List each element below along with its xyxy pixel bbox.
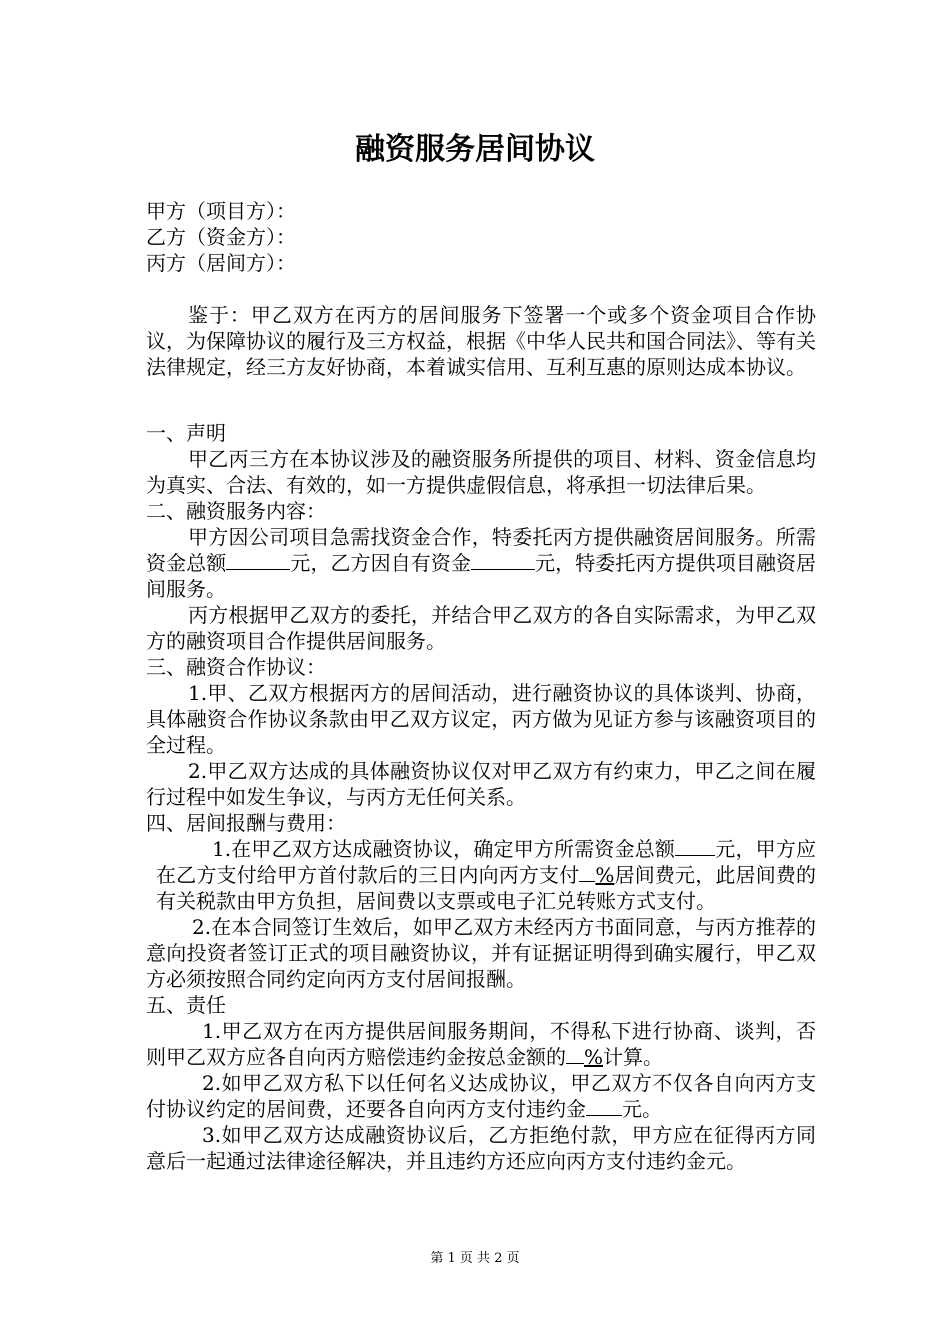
amount-blank	[226, 551, 290, 570]
section-4-heading: 四、居间报酬与费用：	[146, 811, 346, 835]
section-5-heading: 五、责任	[146, 993, 226, 1017]
s2-text-c: 元，特委托丙方提供项目融资居间服务。	[146, 551, 817, 601]
s5-text-b: 计算。	[603, 1045, 664, 1069]
section-2-paragraph-1	[146, 524, 816, 602]
s4-text-b: 元，甲方应在乙方支付给甲方首付款后的三日内向丙方支付	[156, 837, 817, 887]
s2-text-a: 甲方因公司项目急需找资金合作，特委托丙方提供融资居间服务。所需资金总额	[146, 525, 816, 575]
amount-blank	[675, 837, 715, 856]
page-footer: 第 1 页 共 2 页	[430, 1251, 520, 1266]
section-4-paragraph-1	[146, 836, 816, 914]
document-body	[146, 198, 816, 1174]
s5-text-a: 1.甲乙双方在丙方提供居间服务期间，不得私下进行协商、谈判，否则甲乙双方应各自向丙方赔偿违约金按总金额的	[146, 1019, 816, 1069]
percent-blank	[566, 1045, 584, 1064]
section-3-paragraph-1: 1.甲、乙双方根据丙方的居间活动，进行融资协议的具体谈判、协商，具体融资合作协议条款由甲乙双方议定，丙方做为见证方参与该融资项目的全过程。	[146, 681, 816, 757]
section-5-paragraph-3: 3.如甲乙双方达成融资协议后，乙方拒绝付款，甲方应在征得丙方同意后一起通过法律途径解决，并且违约方还应向丙方支付违约金元。	[146, 1123, 816, 1173]
s4-text-a: 1.在甲乙双方达成融资协议，确定甲方所需资金总额	[212, 837, 676, 861]
s2-text-b: 元，乙方因自有资金	[290, 551, 472, 575]
amount-blank	[586, 1097, 622, 1116]
section-3-paragraph-2: 2.甲乙双方达成的具体融资协议仅对甲乙双方有约束力，甲乙之间在履行过程中如发生争议，与丙方无任何关系。	[146, 759, 816, 809]
section-5-paragraph-2	[146, 1070, 816, 1122]
party-b-line: 乙方（资金方）：	[146, 225, 296, 249]
section-1-heading: 一、声明	[146, 421, 226, 445]
section-1-paragraph: 甲乙丙三方在本协议涉及的融资服务所提供的项目、材料、资金信息均为真实、合法、有效的，如一方提供虚假信息，将承担一切法律后果。	[146, 447, 816, 497]
s5-text-c: 2.如甲乙双方私下以任何名义达成协议，甲乙双方不仅各自向丙方支付协议约定的居间费，还要各自向丙方支付违约金	[146, 1071, 816, 1121]
section-4-paragraph-2: 2.在本合同签订生效后，如甲乙双方未经丙方书面同意，与丙方推荐的意向投资者签订正式的项目融资协议，并有证据证明得到确实履行，甲乙双方必须按照合同约定向丙方支付居间报酬。	[146, 915, 816, 991]
percent-sign: %	[584, 1045, 604, 1069]
percent-sign: %	[595, 863, 615, 887]
section-3-heading: 三、融资合作协议：	[146, 655, 326, 679]
s5-text-d: 元。	[622, 1097, 662, 1121]
document-title: 融资服务居间协议	[355, 132, 595, 167]
s4-text-c: 居间费元，此居间费的有关税款由甲方负担，居间费以支票或电子汇兑转账方式支付。	[156, 863, 817, 913]
party-c-line: 丙方（居间方）：	[146, 251, 296, 275]
percent-blank	[579, 863, 595, 882]
section-2-heading: 二、融资服务内容：	[146, 499, 326, 523]
party-a-line: 甲方（项目方）：	[146, 199, 296, 223]
section-2-paragraph-2: 丙方根据甲乙双方的委托，并结合甲乙双方的各自实际需求，为甲乙双方的融资项目合作提供居间服务。	[146, 603, 816, 653]
preamble-paragraph: 鉴于：甲乙双方在丙方的居间服务下签署一个或多个资金项目合作协议，为保障协议的履行及三方权益，根据《中华人民共和国合同法》、等有关法律规定，经三方友好协商，本着诚实信用、互利互惠的原则达成本协议。	[146, 303, 816, 379]
section-5-paragraph-1	[146, 1018, 816, 1070]
amount-blank	[471, 551, 535, 570]
